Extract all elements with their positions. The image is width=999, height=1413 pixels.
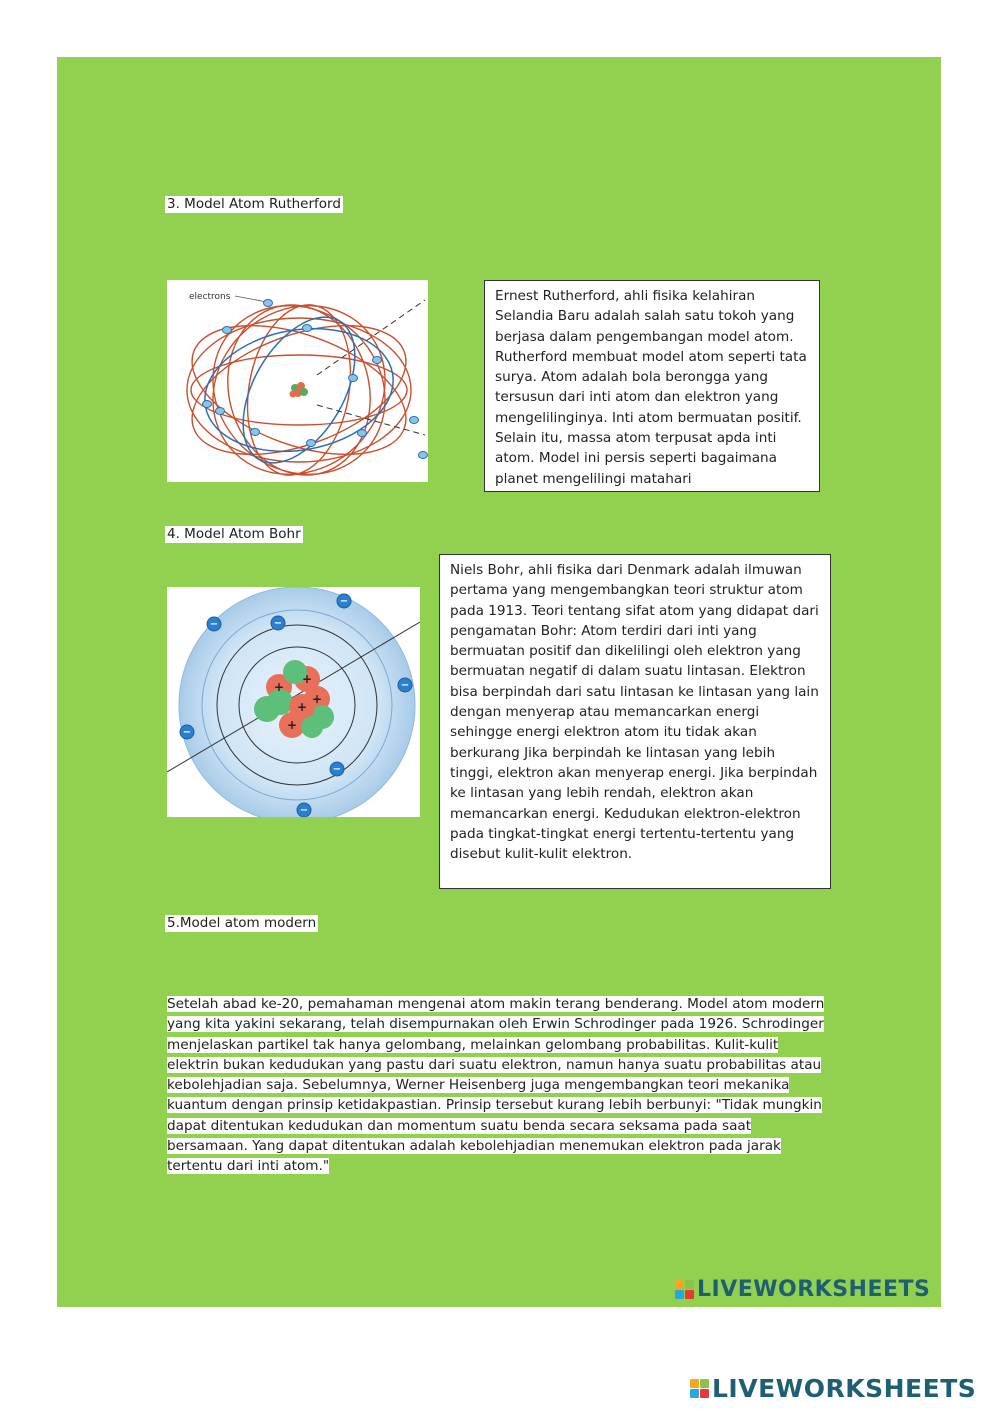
- bohr-description-text: Niels Bohr, ahli fisika dari Denmark adalah ilmuwan pertama yang mengembangkan teori struktur atom pada 1913. Teori tentang sifat atom yang didapat dari pengamatan Bohr: Atom terdiri dari inti yang bermuatan positif dan dikelilingi oleh elektron yang bermuatan negatif di dalam suatu lintasan. Elektron bisa berpindah dari satu lintasan ke lintasan yang lain dengan menyerap atau memancarkan energi sehingge energi elektron atom itu tidak akan berkurang Jika berpindah ke lintasan yang lebih tinggi, elektron akan menyerap energi. Jika berpindah ke lintasan yang lebih rendah, elektron akan memancarkan energi. Kedudukan elektron-elektron pada tingkat-tingkat energi tertentu-tertentu yang disebut kulit-kulit elektron.: [450, 562, 819, 863]
- liveworksheets-logo-inner: [675, 1277, 930, 1302]
- svg-text:−: −: [400, 680, 410, 691]
- svg-text:−: −: [209, 619, 219, 630]
- svg-text:−: −: [332, 764, 342, 775]
- liveworksheets-logo-footer: [690, 1374, 976, 1403]
- rutherford-atom-figure: [167, 280, 428, 482]
- svg-text:−: −: [182, 727, 192, 738]
- logo-text: LIVEWORKSHEETS: [697, 1277, 931, 1302]
- rutherford-atom-diagram: [167, 280, 428, 482]
- bohr-atom-diagram: [167, 587, 420, 817]
- rutherford-description-text: Ernest Rutherford, ahli fisika kelahiran Selandia Baru adalah salah satu tokoh yang berjasa dalam pengembangan model atom. Rutherford membuat model atom seperti tata surya. Atom adalah bola berongga yang tersusun dari inti atom dan elektron yang mengelilinginya. Inti atom bermuatan positif. Selain itu, massa atom terpusat apda inti atom. Model ini persis seperti bagaimana planet mengelilingi matahari: [495, 288, 807, 487]
- logo-text: LIVEWORKSHEETS: [712, 1374, 977, 1403]
- section-3-heading: 3. Model Atom Rutherford: [167, 196, 341, 212]
- section-4-heading: 4. Model Atom Bohr: [167, 526, 301, 542]
- svg-text:+: +: [311, 692, 323, 706]
- logo-blocks-icon: [675, 1280, 694, 1299]
- svg-text:−: −: [299, 805, 309, 816]
- svg-text:+: +: [286, 718, 298, 732]
- electrons-label: electrons: [189, 292, 231, 302]
- svg-text:−: −: [273, 618, 283, 629]
- svg-text:+: +: [273, 680, 285, 694]
- svg-text:+: +: [296, 700, 308, 714]
- modern-atom-text: Setelah abad ke-20, pemahaman mengenai atom makin terang benderang. Model atom modern yang kita yakini sekarang, telah disempurnakan oleh Erwin Schrodinger pada 1926. Schrodinger menjelaskan partikel tak hanya gelombang, melainkan gelombang probabilitas. Kulit-kulit elektrin bukan kedudukan yang pastu dari suatu elektron, namun hanya suatu probabilitas atau kebolehjadian saja. Sebelumnya, Werner Heisenberg juga mengembangkan teori mekanika kuantum dengan prinsip ketidakpastian. Prinsip tersebut kurang lebih berbunyi: "Tidak mungkin dapat ditentukan kedudukan dan momentum suatu benda secara seksama pada saat bersamaan. Yang dapat ditentukan adalah kebolehjadian menemukan elektron pada jarak tertentu dari inti atom.": [167, 996, 825, 1175]
- rutherford-description-box: [484, 280, 820, 492]
- section-5-heading: 5.Model atom modern: [167, 915, 317, 931]
- svg-text:+: +: [301, 672, 313, 686]
- bohr-atom-figure: [167, 587, 420, 817]
- worksheet-page: [57, 57, 941, 1307]
- logo-blocks-icon: [690, 1379, 709, 1398]
- bohr-description-box: [439, 554, 831, 889]
- svg-text:−: −: [339, 596, 349, 607]
- modern-atom-paragraph: [167, 994, 829, 1177]
